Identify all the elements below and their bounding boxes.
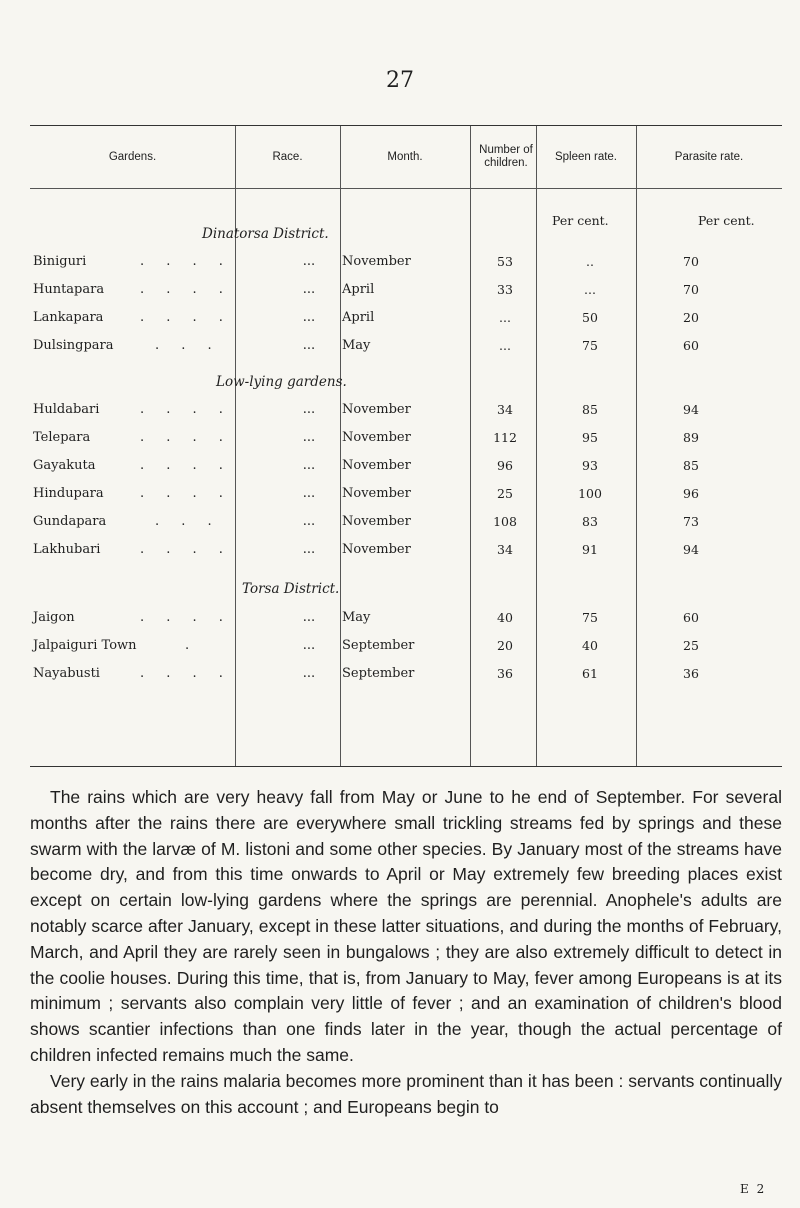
parasite-rate: 60 — [683, 338, 699, 353]
header-parasite-rate: Parasite rate. — [674, 150, 744, 163]
race-value: ... — [302, 458, 316, 473]
leader-dots: . . . . — [140, 282, 232, 297]
section-title: Low-lying gardens. — [216, 374, 347, 390]
section-title: Torsa District. — [242, 581, 340, 597]
spleen-rate: ... — [584, 282, 596, 297]
garden-name: Dulsingpara — [33, 338, 114, 353]
spleen-rate: 50 — [582, 310, 598, 325]
garden-name: Telepara — [33, 430, 91, 445]
month-value: May — [342, 610, 371, 625]
garden-name: Jalpaiguri Town — [33, 638, 137, 653]
parasite-unit-label: Per cent. — [698, 213, 755, 228]
leader-dots: . . . . — [140, 310, 232, 325]
race-value: ... — [302, 402, 316, 417]
parasite-rate: 96 — [683, 486, 699, 501]
race-value: ... — [302, 338, 316, 353]
page-number: 27 — [386, 68, 414, 93]
spleen-rate: 93 — [582, 458, 598, 473]
header-gardens: Gardens. — [108, 150, 157, 163]
leader-dots: . . . . — [140, 666, 232, 681]
children-count: 112 — [493, 430, 517, 445]
spleen-rate: 75 — [582, 610, 598, 625]
data-table — [30, 125, 782, 767]
children-count: 33 — [497, 282, 513, 297]
spleen-rate: 95 — [582, 430, 598, 445]
leader-dots: . . . . — [140, 430, 232, 445]
spleen-unit-label: Per cent. — [552, 213, 609, 228]
paragraph: Very early in the rains malaria becomes more prominent than it has been : servants continually absent themselves on this account ; and Europeans begin to — [30, 1070, 782, 1117]
garden-name: Lankapara — [33, 310, 104, 325]
spleen-rate: 40 — [582, 638, 598, 653]
garden-name: Hindupara — [33, 486, 104, 501]
month-value: April — [342, 282, 375, 297]
leader-dots: . . . — [155, 514, 221, 529]
children-count: 20 — [497, 638, 513, 653]
children-count: 36 — [497, 666, 513, 681]
children-count: ... — [499, 338, 511, 353]
header-month: Month. — [387, 150, 423, 163]
race-value: ... — [302, 542, 316, 557]
garden-name: Gundapara — [33, 514, 107, 529]
month-value: September — [342, 666, 415, 681]
leader-dots: . . . . — [140, 542, 232, 557]
section-title: Dinatorsa District. — [202, 226, 329, 242]
race-value: ... — [302, 254, 316, 269]
month-value: April — [342, 310, 375, 325]
month-value: November — [342, 514, 411, 529]
parasite-rate: 70 — [683, 282, 699, 297]
parasite-rate: 36 — [683, 666, 699, 681]
parasite-rate: 70 — [683, 254, 699, 269]
header-spleen-rate: Spleen rate. — [554, 150, 617, 163]
spleen-rate: .. — [586, 254, 594, 269]
children-count: 96 — [497, 458, 513, 473]
column-divider — [235, 126, 236, 766]
race-value: ... — [302, 486, 316, 501]
garden-name: Huntapara — [33, 282, 105, 297]
spleen-rate: 100 — [578, 486, 602, 501]
leader-dots: . . . . — [140, 486, 232, 501]
leader-dots: . — [185, 638, 199, 653]
column-divider — [636, 126, 637, 766]
children-count: ... — [499, 310, 511, 325]
parasite-rate: 73 — [683, 514, 699, 529]
body-text — [30, 785, 782, 1120]
spleen-rate: 91 — [582, 542, 598, 557]
garden-name: Lakhubari — [33, 542, 101, 557]
spleen-rate: 75 — [582, 338, 598, 353]
month-value: May — [342, 338, 371, 353]
children-count: 25 — [497, 486, 513, 501]
header-race: Race. — [272, 150, 303, 163]
parasite-rate: 89 — [683, 430, 699, 445]
race-value: ... — [302, 430, 316, 445]
month-value: November — [342, 542, 411, 557]
parasite-rate: 25 — [683, 638, 699, 653]
page-signature: E 2 — [740, 1182, 767, 1196]
leader-dots: . . . . — [140, 402, 232, 417]
garden-name: Jaigon — [33, 610, 75, 625]
race-value: ... — [302, 310, 316, 325]
spleen-rate: 83 — [582, 514, 598, 529]
race-value: ... — [302, 514, 316, 529]
race-value: ... — [302, 638, 316, 653]
spleen-rate: 61 — [582, 666, 598, 681]
children-count: 53 — [497, 254, 513, 269]
race-value: ... — [302, 610, 316, 625]
header-number-of-children: Number of children. — [479, 144, 533, 169]
race-value: ... — [302, 282, 316, 297]
children-count: 40 — [497, 610, 513, 625]
garden-name: Biniguri — [33, 254, 87, 269]
month-value: September — [342, 638, 415, 653]
parasite-rate: 94 — [683, 402, 699, 417]
parasite-rate: 94 — [683, 542, 699, 557]
month-value: November — [342, 254, 411, 269]
children-count: 34 — [497, 402, 513, 417]
children-count: 34 — [497, 542, 513, 557]
parasite-rate: 85 — [683, 458, 699, 473]
parasite-rate: 20 — [683, 310, 699, 325]
header-rule — [30, 188, 782, 189]
parasite-rate: 60 — [683, 610, 699, 625]
month-value: November — [342, 430, 411, 445]
garden-name: Huldabari — [33, 402, 100, 417]
garden-name: Nayabusti — [33, 666, 100, 681]
month-value: November — [342, 402, 411, 417]
month-value: November — [342, 458, 411, 473]
month-value: November — [342, 486, 411, 501]
leader-dots: . . . . — [140, 458, 232, 473]
leader-dots: . . . . — [140, 254, 232, 269]
leader-dots: . . . . — [140, 610, 232, 625]
garden-name: Gayakuta — [33, 458, 96, 473]
leader-dots: . . . — [155, 338, 221, 353]
race-value: ... — [302, 666, 316, 681]
paragraph: The rains which are very heavy fall from May or June to he end of September. For several months after the rains there are everywhere small trickling streams fed by springs and these swarm with the larvæ of M. listoni and some other species. By January most of the streams have become dry, and from this time onwards to April or May extremely few breeding places exist except on certain low-lying gardens where the springs are perennial. Anophele's adults are notably scarce after January, except in these latter situations, and during the months of February, March, and April they are rarely seen in bungalows ; they are also extremely difficult to detect in the coolie houses. During this time, that is, from January to May, fever among Europeans is at its minimum ; servants also complain very little of fever ; and an examination of children's blood shows scantier infections than one finds later in the year, though the actual percentage of children infected remains much the same. — [30, 787, 782, 1065]
spleen-rate: 85 — [582, 402, 598, 417]
children-count: 108 — [493, 514, 517, 529]
